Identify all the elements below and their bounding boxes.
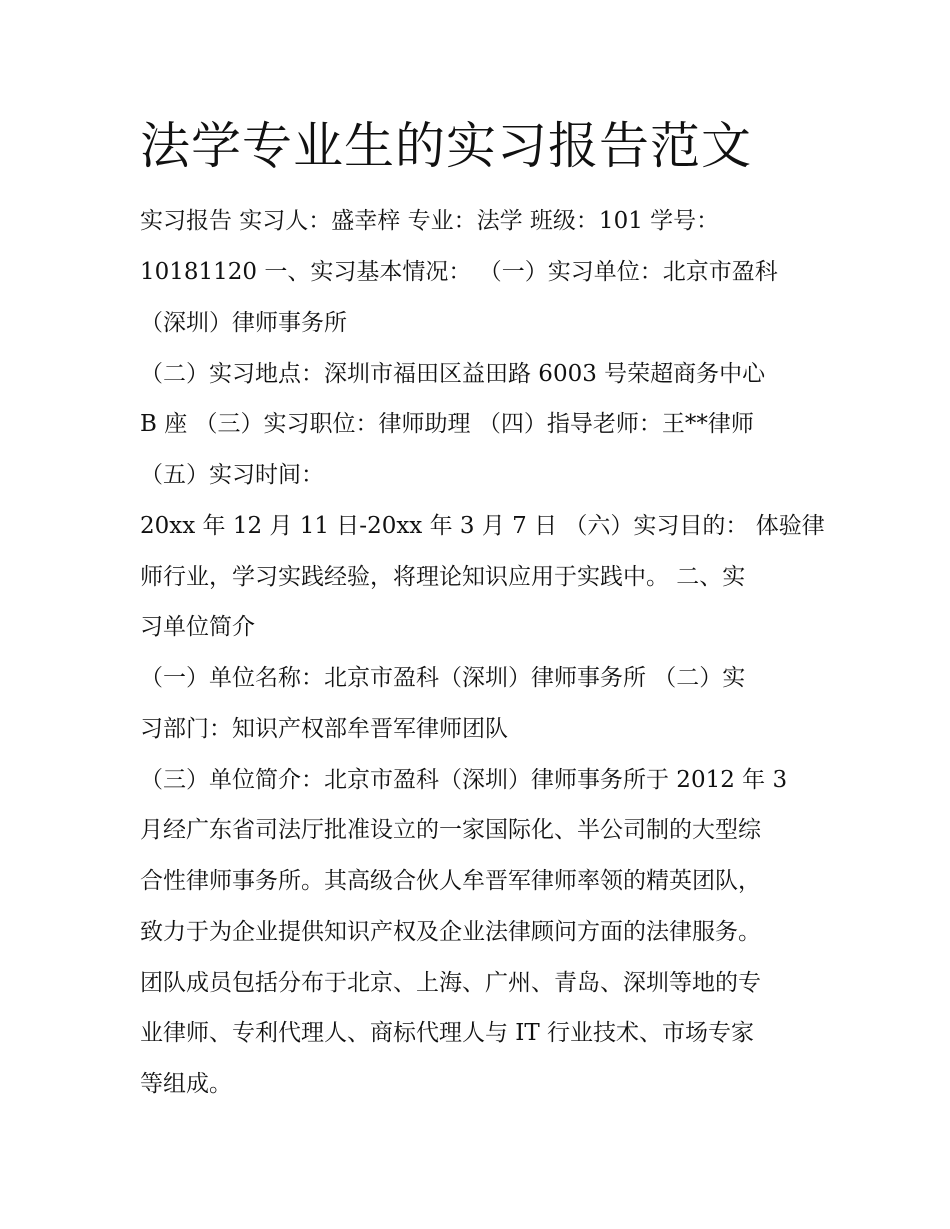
body-line-6: （五）实习时间： xyxy=(140,462,324,488)
body-line-4: （二）实习地点：深圳市福田区益田路 6003 号荣超商务中心 xyxy=(140,361,766,387)
body-line-13: 月经广东省司法厅批准设立的一家国际化、半公司制的大型综 xyxy=(140,817,761,843)
body-line-18: 等组成。 xyxy=(140,1071,232,1097)
body-line-12: （三）单位简介：北京市盈科（深圳）律师事务所于 2012 年 3 xyxy=(140,767,788,793)
body-line-10: （一）单位名称：北京市盈科（深圳）律师事务所 （二）实 xyxy=(140,665,746,691)
body-line-8: 师行业，学习实践经验，将理论知识应用于实践中。 二、实 xyxy=(140,564,746,590)
body-line-2: 10181120 一、实习基本情况： （一）实习单位：北京市盈科 xyxy=(140,259,778,285)
body-line-9: 习单位简介 xyxy=(140,614,255,640)
body-line-17: 业律师、专利代理人、商标代理人与 IT 行业技术、市场专家 xyxy=(140,1020,755,1046)
body-line-5: B 座 （三）实习职位：律师助理 （四）指导老师：王**律师 xyxy=(140,411,754,437)
body-line-3: （深圳）律师事务所 xyxy=(140,310,347,336)
body-line-15: 致力于为企业提供知识产权及企业法律顾问方面的法律服务。 xyxy=(140,919,761,945)
body-line-1: 实习报告 实习人：盛幸梓 专业：法学 班级：101 学号： xyxy=(140,208,720,234)
body-line-16: 团队成员包括分布于北京、上海、广州、青岛、深圳等地的专 xyxy=(140,970,761,996)
document-title: 法学专业生的实习报告范文 xyxy=(140,117,752,175)
body-line-14: 合性律师事务所。其高级合伙人牟晋军律师率领的精英团队， xyxy=(140,868,761,894)
body-line-11: 习部门：知识产权部牟晋军律师团队 xyxy=(140,716,508,742)
body-line-7: 20xx 年 12 月 11 日-20xx 年 3 月 7 日 （六）实习目的： 体验律 xyxy=(140,513,825,539)
